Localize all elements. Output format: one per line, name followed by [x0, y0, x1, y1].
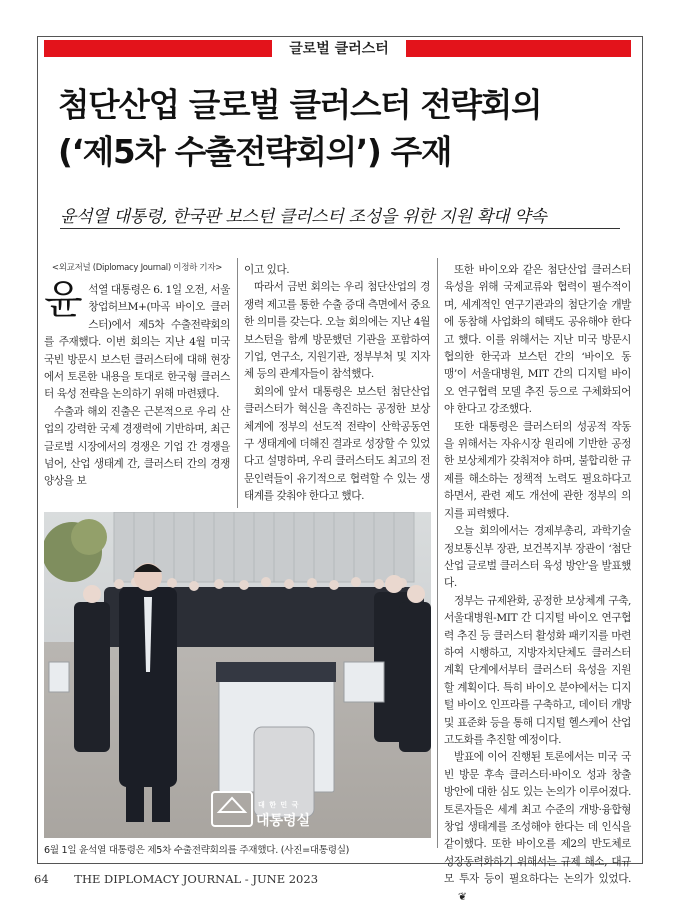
article-paragraph: 따라서 금번 회의는 우리 첨단산업의 경쟁력 제고를 통한 수출 증대 측면에서 중요한 의미를 갖는다. 오늘 회의에는 지난 4월 보스턴을 함께 방문했던 기관을 포함하여 기업, 연구소, 지원기관, 정부부처 및 지자체 등의 관계자들이 참석했다.: [244, 281, 430, 381]
watermark-small: 대 한 민 국: [258, 801, 300, 809]
article-paragraph-text: 발표에 이어 진행된 토론에서는 미국 국빈 방문 후속 클러스터·바이오 성과 창출 방안에 대한 심도 있는 논의가 이루어졌다. 토론자들은 세계 최고 수준의 개방·융합형 창업 생태계를 조성해야 한다는 데 인식을 같이했다. 또한 바이오를 제2의 반도체로 성장동력화하기 위해서는 규제 해소, 대규모 투자 등이 필요하다는 논의가 있었다.: [444, 751, 631, 886]
headline: [58, 82, 638, 176]
article-paragraph: 수출과 해외 진출은 근본적으로 우리 산업의 강력한 국제 경쟁력에 기반하며, 최근 글로벌 시장에서의 경쟁은 기업 간 경쟁을 넘어, 산업 생태계 간, 클러스터 간의 경쟁 양상을 보: [44, 405, 230, 488]
subheadline: 윤석열 대통령, 한국판 보스턴 클러스터 조성을 위한 지원 확대 약속: [60, 202, 620, 229]
article-paragraph: [444, 749, 631, 906]
article-paragraph: 정부는 규제완화, 공정한 보상체계 구축, 서울대병원-MIT 간 디지털 바이오 연구협력 추진 등 클러스터 활성화 패키지를 마련하여 시행하고, 지방자치단체도 클러스터 계획 단계에서부터 클러스터 육성을 지원할 계획이다. 특히 바이오 분야에서는 디지털 바이오 인프라를 구축하고, 데이터 개방 및 표준화 등을 통해 디지털 헬스케어 산업 고도화를 추진할 예정이다.: [444, 594, 631, 746]
article-paragraph: 이고 있다.: [244, 264, 290, 276]
end-mark-icon: ❦: [458, 890, 467, 903]
byline: <외교저널 (Diplomacy Journal) 이정하 기자>: [51, 263, 223, 273]
section-label: 글로벌 클러스터: [289, 41, 389, 57]
watermark-large: 대통령실: [256, 813, 311, 829]
article-column-2: [244, 262, 430, 506]
article-paragraph: 석열 대통령은 6. 1일 오전, 서울창업허브M+(마곡 바이오 클러스터)에서 제5차 수출전략회의를 주재했다. 이번 회의는 지난 4월 미국 국빈 방문시 보스턴 클러스터에 대해 현장에서 토론한 내용을 토대로 한국형 클러스터 육성 전략을 논의하기 위해 마련됐다.: [44, 284, 230, 401]
article-paragraph: 또한 대통령은 클러스터의 성공적 작동을 위해서는 자유시장 원리에 기반한 공정한 보상체계가 갖춰져야 하며, 불합리한 규제를 해소하는 정책적 노력도 필요하다고 하면서, 관련 제도 개선에 관한 정부의 의지를 피력했다.: [444, 420, 631, 520]
headline-line-2: (‘제5차 수출전략회의’) 주재: [58, 133, 452, 171]
article-paragraph: 회의에 앞서 대통령은 보스턴 첨단산업 클러스터가 혁신을 촉진하는 공정한 보상체계에 정부의 선도적 전략이 산학공동연구 생태계에 더해진 결과로 성장할 수 있었다고 설명하며, 우리 클러스터도 최고의 전문인력들이 유기적으로 협력할 수 있는 생태계를 갖춰야 한다고 했다.: [244, 385, 430, 503]
article-paragraph: 또한 바이오와 같은 첨단산업 클러스터 육성을 위해 국제교류와 협력이 필수적이며, 세계적인 연구기관과의 첨단기술 개발에 동참해 사업화의 혜택도 공유해야 한다고 했다. 이를 위해서는 지난 미국 방문시 협의한 한국과 보스턴 간의 ‘바이오 동맹’이 서울대병원, MIT 간의 디지털 바이오 연구협력 모델 추진 등으로 구체화되어야 한다고 강조했다.: [444, 264, 631, 416]
article-paragraph: 오늘 회의에서는 경제부총리, 과학기술정보통신부 장관, 보건복지부 장관이 ‘첨단산업 글로벌 클러스터 육성 방안’을 발표했다.: [444, 525, 631, 590]
column-divider-2: [437, 258, 438, 848]
column-divider-1: [237, 258, 238, 508]
section-banner-left: [44, 40, 272, 57]
article-column-1: [44, 277, 230, 491]
publication-name: THE DIPLOMACY JOURNAL - JUNE 2023: [74, 872, 319, 886]
page-number: 64: [34, 872, 49, 886]
section-banner-right: [406, 40, 631, 57]
article-photo: [44, 512, 431, 838]
photo-illustration: [44, 512, 431, 838]
headline-line-1: 첨단산업 글로벌 클러스터 전략회의: [58, 86, 542, 124]
article-column-3: [444, 262, 631, 906]
photo-caption: 6월 1일 윤석열 대통령은 제5차 수출전략회의를 주재했다. (사진=대통령실): [44, 845, 350, 856]
page-footer: [34, 872, 318, 886]
dropcap: 윤: [44, 277, 83, 323]
